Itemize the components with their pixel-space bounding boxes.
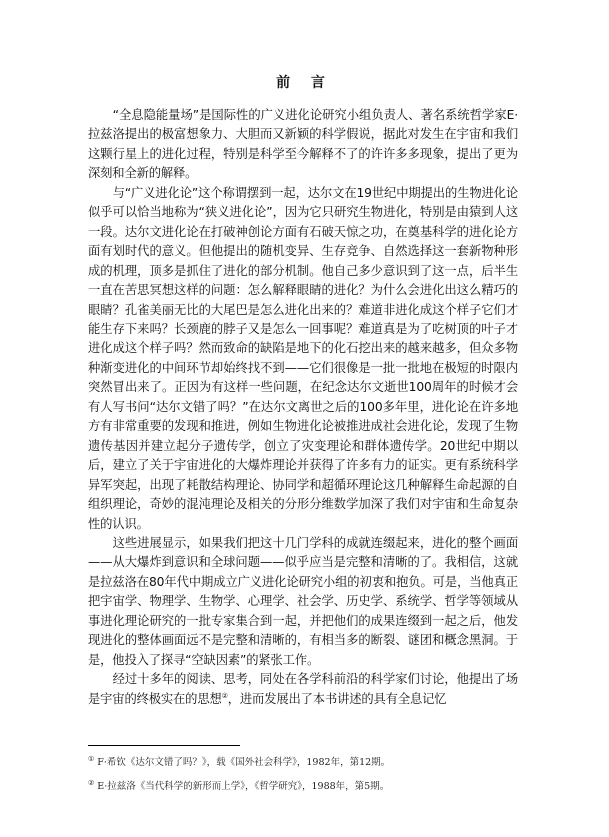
paragraph-1: “全息隐能量场”是国际性的广义进化论研究小组负责人、著名系统哲学家E·拉兹洛提出的极富想象力、大胆而又新颖的科学假说，据此对发生在宇宙和我们这颗行星上的进化过程，特别是科学至今解释不了的许许多多现象，提出了更为深刻和全新的解释。: [88, 108, 518, 181]
paragraph-4: [88, 670, 518, 709]
footnote-2: [88, 779, 528, 795]
footnote-1-mark: ①: [88, 754, 95, 763]
paragraph-4-after: ，进而发展出了本书讲述的具有全息记忆: [227, 691, 447, 706]
footnote-ref-2[interactable]: ②: [221, 691, 228, 700]
page-title: 前 言: [276, 75, 333, 91]
footnotes: [88, 755, 528, 803]
paragraph-2: 与“广义进化论”这个称谓摆到一起，达尔文在19世纪中期提出的生物进化论似乎可以恰当地称为“狭义进化论”，因为它只研究生物进化，特别是由猿到人这一段。达尔文进化论在打破神创论方面有石破天惊之功，在奠基科学的进化论方面有划时代的意义。但他提出的随机变异、生存竞争、自然选择这一套新物种形成的机理，顶多是抓住了进化的部分机制。他自己多少意识到了这一点，后半生一直在苦思冥想这样的问题：怎么解释眼睛的进化？为什么会进化出这么精巧的眼睛？孔雀美丽无比的大尾巴是怎么进化出来的？难道非进化成这个样子它们才能生存下来吗？长颈鹿的脖子又是怎么一回事呢？难道真是为了吃树顶的叶子才进化成这个样子吗？然而致命的缺陷是地下的化石挖出来的越来越多，但众多物种渐变进化的中间环节却始终找不到——它们很像是一批一批地在极短的时限内突然冒出来了。正因为有这样一些问题，在纪念达尔文逝世100周年的时候才会有人写书问“达尔文错了吗？”在达尔文离世之后的100多年里，进化论在许多地方有非常重要的发现和推进，例如生物进化论被推进成社会进化论，发现了生物遗传基因并建立起分子遗传学，创立了灾变理论和群体遗传学。20世纪中期以后，建立了关于宇宙进化的大爆炸理论并获得了许多有力的证实。更有系统科学异军突起，出现了耗散结构理论、协同学和超循环理论这几种解释生命起源的自组织理论，奇妙的混沌理论及相关的分形分维数学加深了我们对宇宙和生命复杂性的认识。: [88, 185, 518, 531]
footnote-1-text: F·希钦《达尔文错了吗？》，载《国外社会科学》，1982年，第12期。: [97, 757, 391, 768]
body-text: [88, 106, 518, 709]
footnote-divider: [88, 745, 240, 746]
footnote-2-text: E·拉兹洛《当代科学的新形而上学》，《哲学研究》，1988年，第5期。: [97, 781, 390, 792]
footnote-1: [88, 755, 528, 771]
paragraph-3: 这些进展显示，如果我们把这十几门学科的成就连缀起来，进化的整个画面——从大爆炸到意识和全球问题——似乎应当是完整和清晰的了。我相信，这就是拉兹洛在80年代中期成立广义进化论研究小组的初衷和抱负。可是，当他真正把宇宙学、物理学、生物学、心理学、社会学、历史学、系统学、哲学等领域从事进化理论研究的一批专家集合到一起，并把他们的成果连缀到一起之后，他发现进化的整体画面远不是完整和清晰的，有相当多的断裂、谜团和概念黑洞。于是，他投入了探寻“空缺因素”的紧张工作。: [88, 535, 518, 667]
paragraph-4-before: 经过十多年的阅读、思考，同处在各学科前沿的科学家们讨论，他提出了场是宇宙的终极实在的思想: [88, 672, 518, 706]
footnote-2-mark: ②: [88, 778, 95, 787]
